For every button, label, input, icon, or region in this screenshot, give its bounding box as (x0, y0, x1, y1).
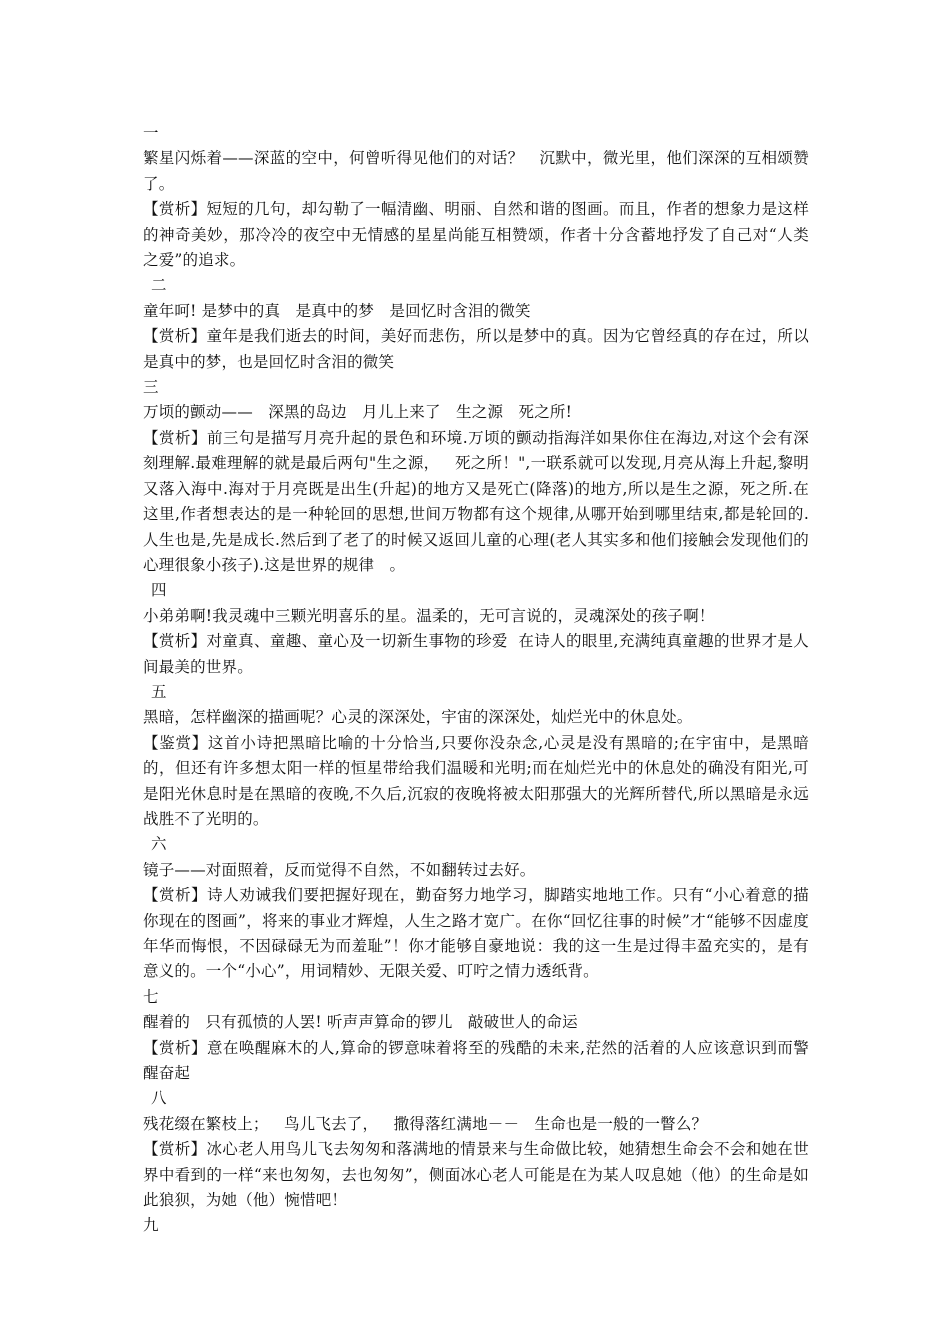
poem-text: 残花缀在繁枝上； 鸟儿飞去了， 撒得落红满地－－ 生命也是一般的一瞥么？ (143, 1114, 708, 1133)
analysis-text: 【赏析】诗人劝诫我们要把握好现在，勤奋努力地学习，脚踏实地地工作。只有“小心着意的描你现在的图画”，将来的事业才辉煌，人生之路才宽广。在你“回忆往事的时候”才“能够不因虚度年华而悔恨，不因碌碌无为而羞耻”！你才能够自豪地说：我的这一生是过得丰盈充实的，是有意义的。一个“小心”，用词精妙、无限关爱、叮咛之情力透纸背。 (143, 886, 809, 981)
section-number: 七 (143, 987, 159, 1006)
section-2 (143, 273, 809, 375)
section-number: 五 (151, 682, 167, 701)
document-body (143, 121, 809, 1239)
section-number: 八 (151, 1089, 167, 1108)
section-number: 六 (151, 835, 167, 854)
section-7 (143, 985, 809, 1087)
poem-text: 繁星闪烁着——深蓝的空中，何曾听得见他们的对话？ 沉默中，微光里，他们深深的互相颂赞了。 (143, 149, 809, 193)
analysis-text: 【赏析】短短的几句，却勾勒了一幅清幽、明丽、自然和谐的图画。而且，作者的想象力是这样的神奇美妙，那冷冷的夜空中无情感的星星尚能互相赞颂，作者十分含蓄地抒发了自己对“人类之爱”的追求。 (143, 200, 809, 270)
analysis-text: 【赏析】意在唤醒麻木的人,算命的锣意味着将至的残酷的未来,茫然的活着的人应该意识到而警醒奋起 (143, 1038, 809, 1083)
poem-text: 醒着的 只有孤愤的人罢! 听声声算命的锣儿 敲破世人的命运 (143, 1013, 578, 1032)
section-number: 三 (143, 378, 159, 397)
section-number: 四 (151, 581, 167, 600)
poem-text: 小弟弟啊!我灵魂中三颗光明喜乐的星。温柔的，无可言说的，灵魂深处的孩子啊！ (143, 606, 715, 625)
section-number: 二 (151, 276, 167, 295)
poem-text: 童年呵! 是梦中的真 是真中的梦 是回忆时含泪的微笑 (143, 301, 531, 320)
section-6 (143, 832, 809, 984)
section-3 (143, 375, 809, 578)
analysis-text: 【赏析】对童真、童趣、童心及一切新生事物的珍爱 在诗人的眼里,充满纯真童趣的世界才是人间最美的世界。 (143, 632, 809, 676)
analysis-text: 【赏析】前三句是描写月亮升起的景色和环境.万顷的颤动指海洋如果你住在海边,对这个会有深刻理解.最难理解的就是最后两句"生之源， 死之所！",一联系就可以发现,月亮从海上升起,黎明又落入海中.海对于月亮既是出生(升起)的地方又是死亡(降落)的地方,所以是生之源，死之所.在这里,作者想表达的是一种轮回的思想,世间万物都有这个规律,从哪开始到哪里结束,都是轮回的.人生也是,先是成长.然后到了老了的时候又返回儿童的心理(老人其实多和他们接触会发现他们的心理很象小孩子).这是世界的规律 。 (143, 428, 809, 574)
section-8 (143, 1086, 809, 1213)
analysis-text: 【赏析】冰心老人用鸟儿飞去匆匆和落满地的情景来与生命做比较，她猜想生命会不会和她在世界中看到的一样“来也匆匆，去也匆匆”，侧面冰心老人可能是在为某人叹息她（他）的生命是如此狼狈，为她（他）惋惜吧！ (143, 1140, 809, 1210)
section-4 (143, 578, 809, 680)
section-number: 九 (143, 1216, 159, 1235)
section-5 (143, 680, 809, 832)
analysis-text: 【赏析】童年是我们逝去的时间，美好而悲伤，所以是梦中的真。因为它曾经真的存在过，所以是真中的梦，也是回忆时含泪的微笑 (143, 327, 809, 371)
section-1 (143, 121, 809, 273)
section-9 (143, 1213, 809, 1238)
poem-text: 黑暗，怎样幽深的描画呢？心灵的深深处，宇宙的深深处，灿烂光中的休息处。 (143, 708, 693, 727)
poem-text: 镜子——对面照着，反而觉得不自然，不如翻转过去好。 (143, 860, 536, 879)
section-number: 一 (143, 124, 159, 142)
analysis-text: 【鉴赏】这首小诗把黑暗比喻的十分恰当,只要你没杂念,心灵是没有黑暗的;在宇宙中，是黑暗的，但还有许多想太阳一样的恒星带给我们温暖和光明;而在灿烂光中的休息处的确没有阳光,可是阳光休息时是在黑暗的夜晚,不久后,沉寂的夜晚将被太阳那强大的光辉所替代,所以黑暗是永远战胜不了光明的。 (143, 733, 809, 828)
poem-text: 万顷的颤动—— 深黑的岛边 月儿上来了 生之源 死之所! (143, 403, 573, 422)
